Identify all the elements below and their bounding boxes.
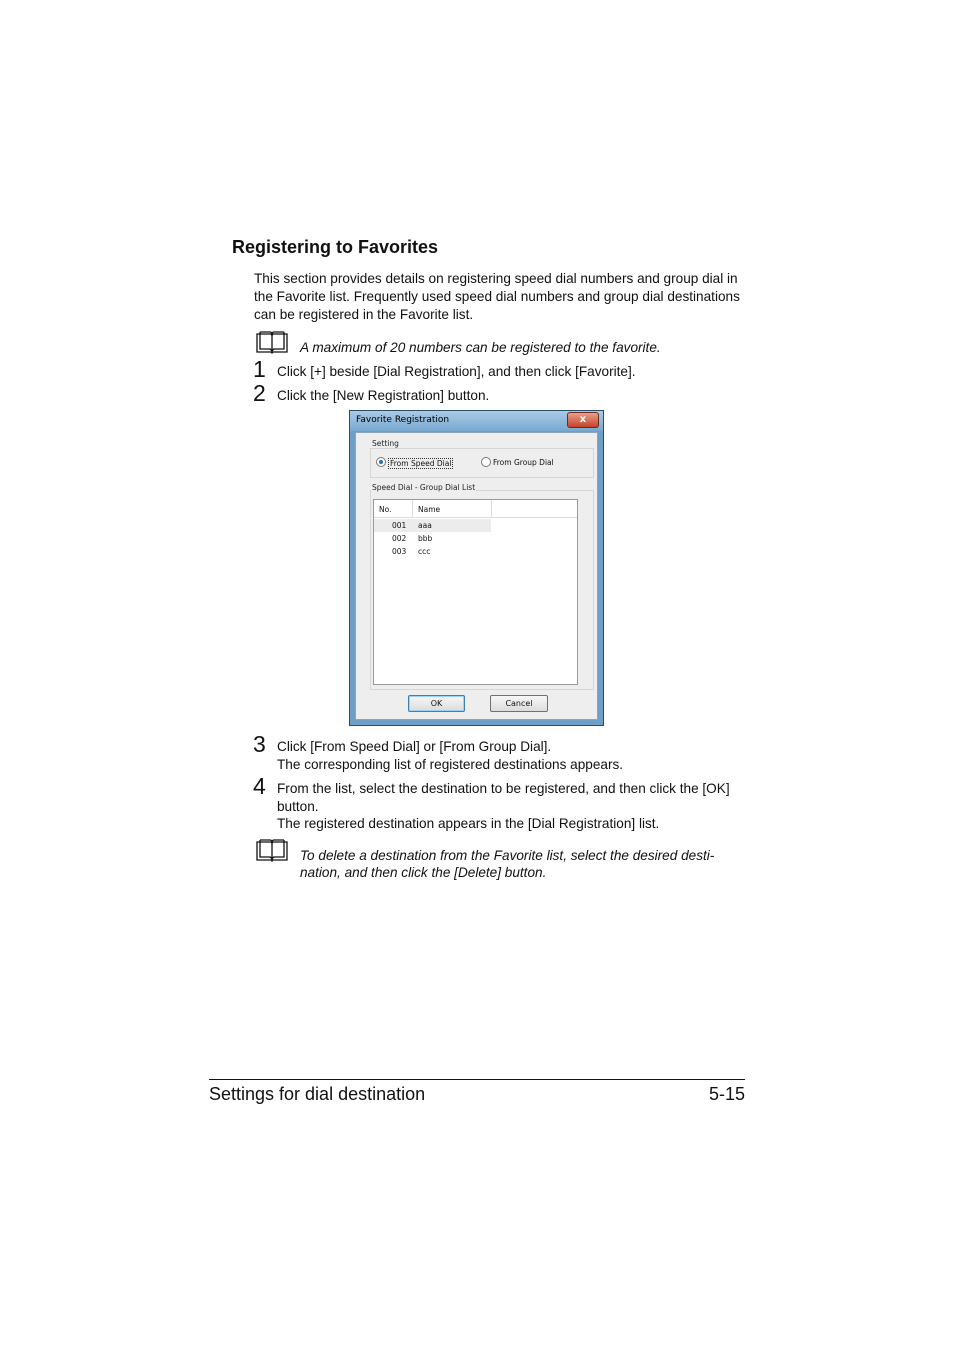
- step-1-text: Click [+] beside [Dial Registration], and then click [Favorite].: [277, 364, 636, 379]
- book-icon: [256, 839, 288, 863]
- note-1-text: A maximum of 20 numbers can be registered to the favorite.: [300, 340, 661, 355]
- page-number: 5-15: [708, 1084, 745, 1104]
- ok-button[interactable]: OK: [408, 695, 465, 712]
- favorite-registration-dialog: [349, 410, 604, 726]
- step-3-text: Click [From Speed Dial] or [From Group Dial].: [277, 739, 552, 754]
- from-group-dial-radio[interactable]: [481, 457, 491, 467]
- from-group-dial-label[interactable]: From Group Dial: [493, 458, 554, 467]
- row-no: 003: [392, 547, 407, 556]
- step-1-number: 1: [253, 356, 266, 382]
- column-name[interactable]: Name: [418, 505, 441, 514]
- section-title: Registering to Favorites: [232, 237, 439, 257]
- list-row[interactable]: [374, 519, 491, 532]
- row-name: ccc: [418, 547, 431, 556]
- list-row[interactable]: [374, 532, 491, 545]
- note-1: [256, 331, 746, 357]
- footer-rule: [209, 1079, 745, 1080]
- dialog-body: [355, 432, 598, 720]
- cancel-button[interactable]: Cancel: [490, 695, 548, 712]
- note-2-text: To delete a destination from the Favorite list, select the desired desti-nation, and then click the [Delete] button.: [300, 848, 715, 880]
- step-3-result: The corresponding list of registered destinations appears.: [277, 757, 624, 772]
- column-separator: [491, 500, 492, 517]
- list-header: [374, 500, 577, 518]
- column-no[interactable]: No.: [379, 505, 392, 514]
- footer-chapter: Settings for dial destination: [209, 1084, 426, 1104]
- book-icon: [256, 331, 288, 355]
- row-name: bbb: [418, 534, 433, 543]
- row-no: 001: [392, 521, 407, 530]
- close-button[interactable]: x: [567, 412, 599, 428]
- row-name: aaa: [418, 521, 432, 530]
- dial-list[interactable]: [373, 499, 578, 685]
- step-2-text: Click the [New Registration] button.: [277, 388, 490, 403]
- from-speed-dial-radio[interactable]: [376, 457, 386, 467]
- step-2-number: 2: [253, 380, 266, 406]
- list-group-label: Speed Dial - Group Dial List: [372, 483, 476, 492]
- from-speed-dial-label[interactable]: From Speed Dial: [390, 459, 452, 468]
- list-row[interactable]: [374, 545, 491, 558]
- note-2: [256, 839, 746, 883]
- step-3-number: 3: [253, 731, 266, 757]
- step-4-text: From the list, select the destination to be registered, and then click the [OK] button.: [277, 781, 730, 814]
- dialog-title: Favorite Registration: [356, 415, 450, 425]
- step-4-number: 4: [253, 773, 266, 799]
- row-no: 002: [392, 534, 407, 543]
- step-4-result: The registered destination appears in the [Dial Registration] list.: [277, 816, 660, 831]
- intro-paragraph: This section provides details on registering speed dial numbers and group dial in the Favorite list. Frequently used speed dial numbers and group dial destinations can be registered in the Favorite list.: [254, 271, 740, 322]
- column-separator: [412, 500, 413, 517]
- dialog-titlebar: [350, 411, 603, 431]
- setting-group-label: Setting: [372, 439, 399, 448]
